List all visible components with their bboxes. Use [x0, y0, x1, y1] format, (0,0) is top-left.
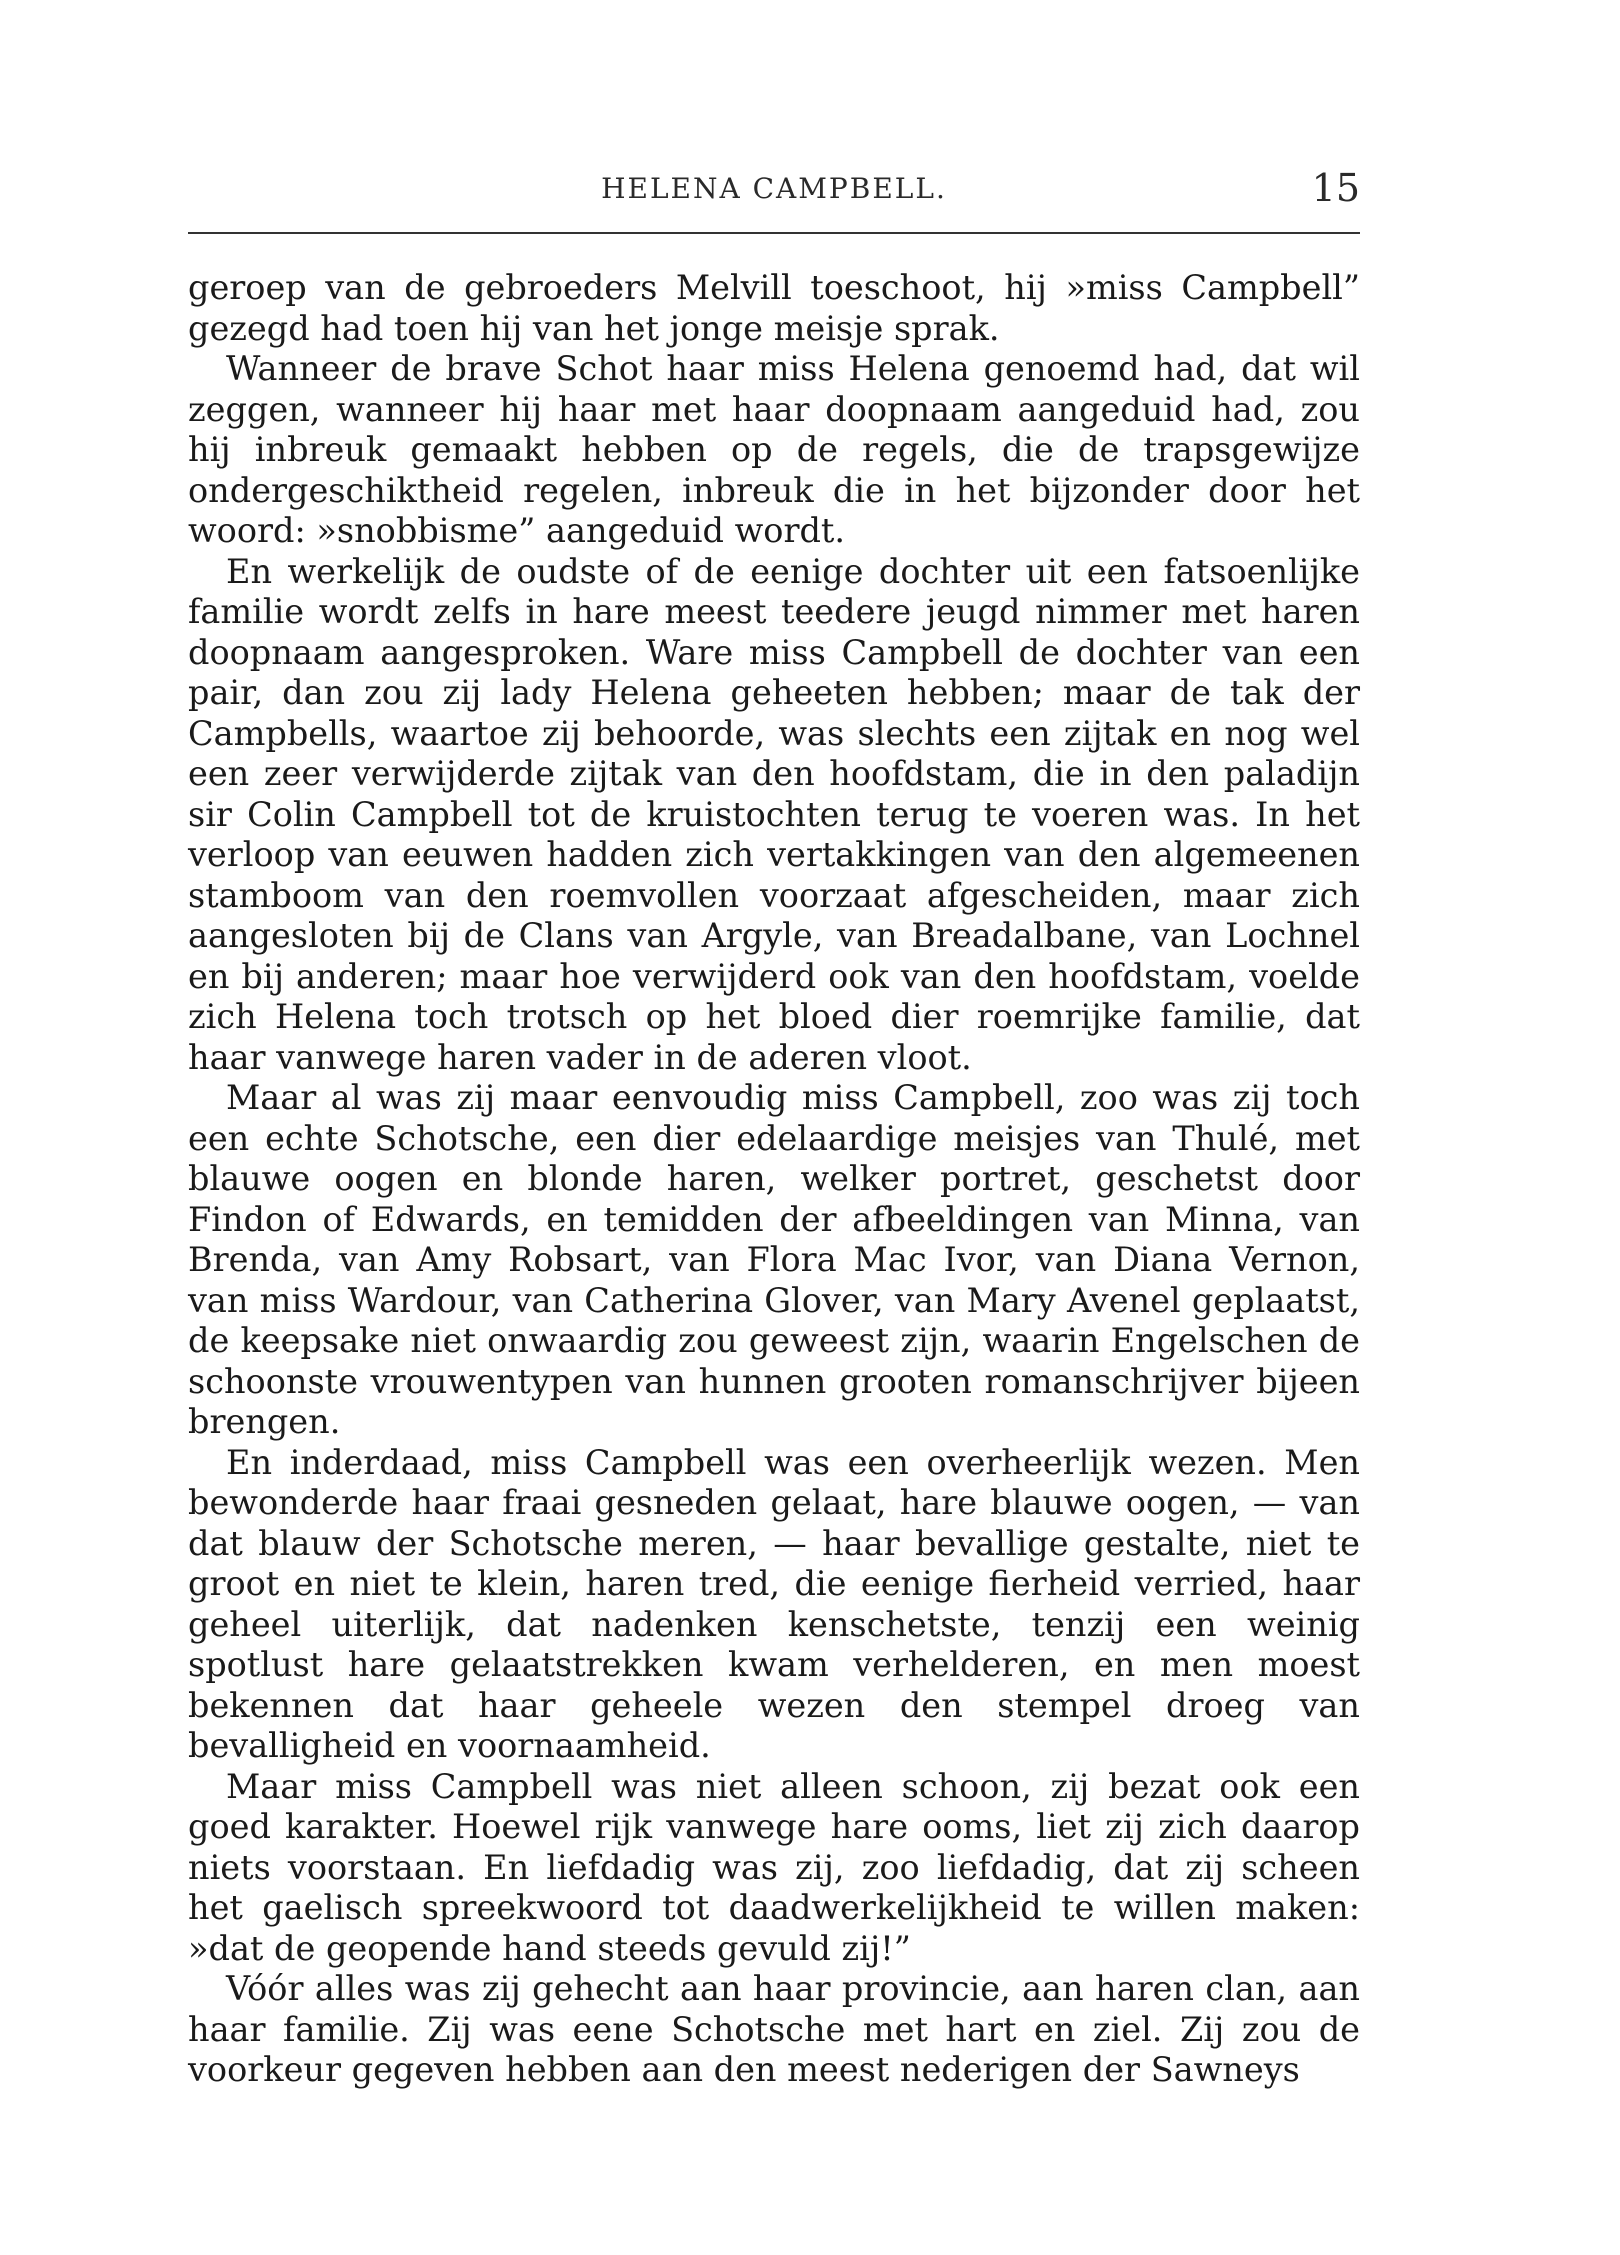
paragraph-7: Vóór alles was zij gehecht aan haar provincie, aan haren clan, aan haar familie. Zij was eene Schotsche met hart en ziel. Zij zou de voorkeur gegeven hebben aan den meest nederigen der Sawneys: [188, 1969, 1360, 2089]
paragraph-1: geroep van de gebroeders Melvill toeschoot, hij »miss Campbell” gezegd had toen hij van het jonge meisje sprak.: [188, 268, 1360, 348]
paragraph-3: En werkelijk de oudste of de eenige dochter uit een fatsoenlijke familie wordt zelfs in hare meest teedere jeugd nimmer met haren doopnaam aangesproken. Ware miss Campbell de dochter van een pair, dan zou zij lady Helena geheeten hebben; maar de tak der Campbells, waartoe zij behoorde, was slechts een zijtak en nog wel een zeer verwijderde zijtak van den hoofdstam, die in den paladijn sir Colin Campbell tot de kruistochten terug te voeren was. In het verloop van eeuwen hadden zich vertakkingen van den algemeenen stamboom van den roemvollen voorzaat afgescheiden, maar zich aangesloten bij de Clans van Argyle, van Breadalbane, van Lochnel en bij anderen; maar hoe verwijderd ook van den hoofdstam, voelde zich Helena toch trotsch op het bloed dier roemrijke familie, dat haar vanwege haren vader in de aderen vloot.: [188, 551, 1360, 1077]
body-text: [188, 268, 1360, 2091]
running-head: [188, 168, 1360, 218]
paragraph-6: Maar miss Campbell was niet alleen schoon, zij bezat ook een goed karakter. Hoewel rijk vanwege hare ooms, liet zij zich daarop niets voorstaan. En liefdadig was zij, zoo liefdadig, dat zij scheen het gaelisch spreekwoord tot daadwerkelijkheid te willen maken: »dat de geopende hand steeds gevuld zij!”: [188, 1766, 1360, 1968]
paragraph-5: En inderdaad, miss Campbell was een overheerlijk wezen. Men bewonderde haar fraai gesneden gelaat, hare blauwe oogen, — van dat blauw der Schotsche meren, — haar bevallige gestalte, niet te groot en niet te klein, haren tred, die eenige fierheid verried, haar geheel uiterlijk, dat nadenken kenschetste, tenzij een weinig spotlust hare gelaatstrekken kwam verhelderen, en men moest bekennen dat haar geheele wezen den stempel droeg van bevalligheid en voornaamheid.: [188, 1442, 1360, 1765]
page-number: 15: [1311, 166, 1360, 210]
paragraph-4: Maar al was zij maar eenvoudig miss Campbell, zoo was zij toch een echte Schotsche, een dier edelaardige meisjes van Thulé, met blauwe oogen en blonde haren, welker portret, geschetst door Findon of Edwards, en temidden der afbeeldingen van Minna, van Brenda, van Amy Robsart, van Flora Mac Ivor, van Diana Vernon, van miss Wardour, van Catherina Glover, van Mary Avenel geplaatst, de keepsake niet onwaardig zou geweest zijn, waarin Engelschen de schoonste vrouwentypen van hunnen grooten romanschrijver bijeen brengen.: [188, 1078, 1360, 1441]
header-rule: [188, 232, 1360, 234]
running-title: HELENA CAMPBELL.: [601, 172, 947, 205]
paragraph-2: Wanneer de brave Schot haar miss Helena genoemd had, dat wil zeggen, wanneer hij haar met haar doopnaam aangeduid had, zou hij inbreuk gemaakt hebben op de regels, die de trapsgewijze ondergeschiktheid regelen, inbreuk die in het bijzonder door het woord: »snobbisme” aangeduid wordt.: [188, 349, 1360, 550]
